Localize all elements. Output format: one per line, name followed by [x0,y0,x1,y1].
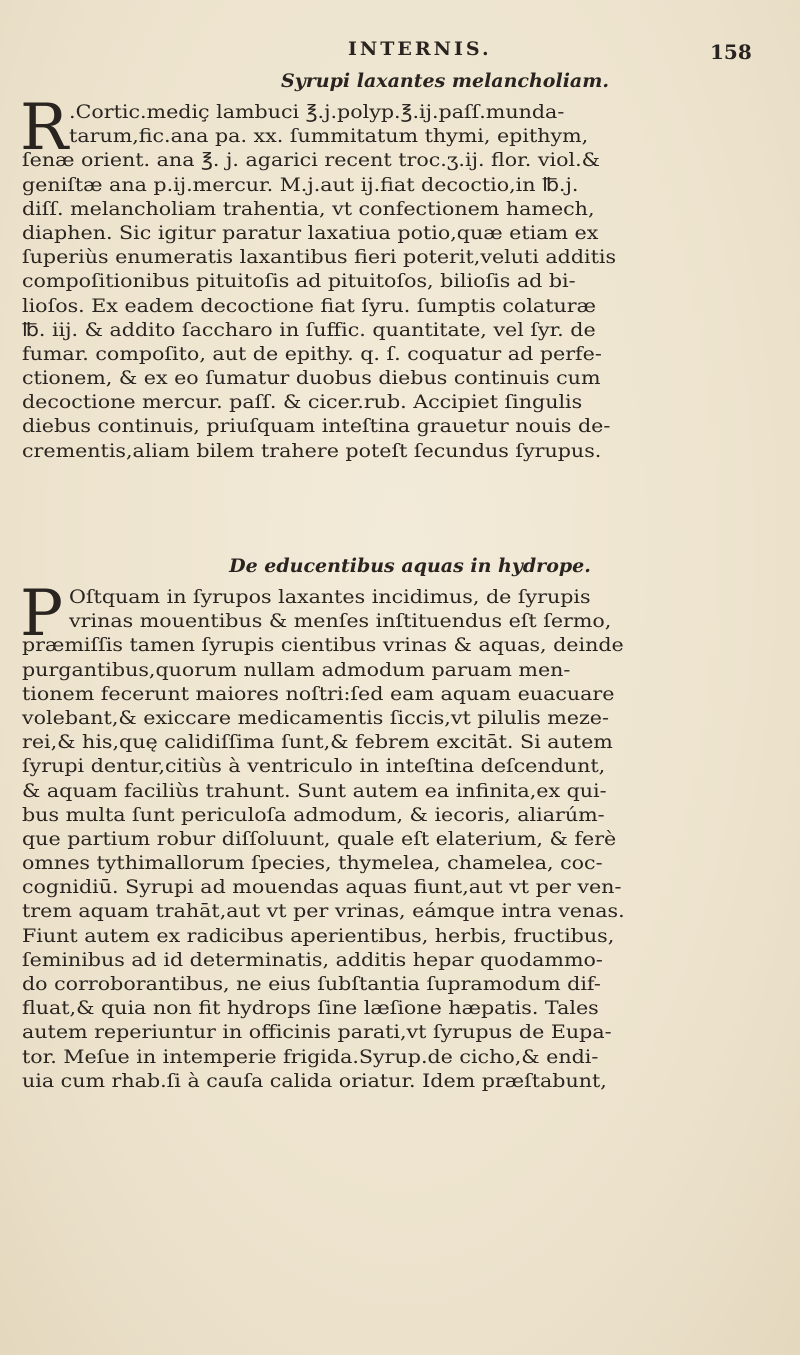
text-line: ſeminibus ad id determinatis, additis hepar quodammo- [22,949,603,971]
running-head [0,38,800,68]
text-line: & aquam faciliùs trahunt. Sunt autem ea infinita,ex qui- [22,780,607,802]
text-line: purgantibus,quorum nullam admodum paruam men- [22,659,571,681]
text-line: tionem fecerunt maiores noſtri:ſed eam aquam euacuare [22,683,615,705]
text-line: do corroborantibus, ne eius ſubſtantia ſupramodum dif- [22,974,601,995]
text-line: geniſtæ ana p.ij.mercur. M.j.aut ij.fiat decoctio,in ℔.j. [22,174,579,196]
section-heading-hydrope: De educentibus aquas in hydrope. [229,555,591,577]
text-line: tarum,fic.ana pa. xx. ſummitatum thymi, epithym, [69,126,589,148]
text-line: ℔. iij. & addito ſaccharo in ſuffic. quantitate, vel ſyr. de [22,319,596,341]
text-line: rei,& his,quę calidiſſima ſunt,& febrem excitāt. Si autem [22,732,613,754]
text-line: diaphen. Sic igitur paratur laxatiua potio,quæ etiam ex [22,222,599,244]
paragraph-hydrope [20,577,782,1094]
drop-cap-p: P [20,577,64,651]
text-line: tor. Meſue in intemperie frigida.Syrup.de cicho,& endi- [22,1046,599,1068]
text-line: crementis,aliam bilem trahere poteſt ſecundus ſyrupus. [22,440,602,462]
text-line: diſſ. melancholiam trahentia, vt confectionem hamech, [22,198,595,220]
text-line: .Cortic.mediç lambuci ℥.j.polyp.℥.ij.paſſ.munda- [69,102,565,123]
text-line: compoſitionibus pituitoſis ad pituitoſos, bilioſis ad bi- [22,271,576,293]
page-number: 158 [710,40,752,64]
text-line: decoctione mercur. paſſ. & cicer.rub. Accipiet ſingulis [22,392,583,414]
text-line: præmiſſis tamen ſyrupis cientibus vrinas & aquas, deinde [22,635,624,657]
text-line: lioſos. Ex eadem decoctione fiat ſyru. ſumptis colaturæ [22,295,596,317]
text-line: uia cum rhab.ſi à cauſa calida oriatur. Idem præſtabunt, [22,1070,607,1092]
text-line: vrinas mouentibus & menſes inſtituendus eſt ſermo, [69,611,612,633]
text-line: ſenæ orient. ana ℥. j. agarici recent troc.ʒ.ij. flor. viol.& [22,150,600,172]
text-line: fumar. compoſito, aut de epithy. q. ſ. coquatur ad perfe- [22,343,602,365]
running-head-title: INTERNIS. [348,38,492,60]
drop-cap-r: R [20,91,69,165]
text-line: volebant,& exiccare medicamentis ſiccis,vt pilulis meze- [22,707,609,729]
text-line: autem reperiuntur in officinis parati,vt ſyrupus de Eupa- [22,1022,612,1044]
text-line: trem aquam trahāt,aut vt per vrinas, eámque intra venas. [22,901,625,923]
text-line: omnes tythimallorum ſpecies, thymelea, chamelea, coc- [22,853,603,875]
text-line: que partium robur diſſoluunt, quale eſt elaterium, & ferè [22,828,617,850]
text-line: Oſtquam in ſyrupos laxantes incidimus, de ſyrupis [69,587,591,608]
paragraph-syrupi [22,101,782,464]
text-line: cognidiū. Syrupi ad mouendas aquas fiunt,aut vt per ven- [22,877,622,899]
text-line: ctionem, & ex eo ſumatur duobus diebus continuis cum [22,368,601,390]
section-heading-syrupi: Syrupi laxantes melancholiam. [281,70,609,92]
text-line: fluat,& quia non fit hydrops ſine læſione hæpatis. Tales [22,998,599,1020]
text-line: diebus continuis, priuſquam inteſtina grauetur nouis de- [22,416,611,438]
text-line: bus multa ſunt periculoſa admodum, & iecoris, aliarúm- [22,804,605,826]
text-line: ſuperiùs enumeratis laxantibus fieri poterit,veluti additis [22,247,617,269]
text-line: ſyrupi dentur,citiùs à ventriculo in inteſtina deſcendunt, [22,756,606,778]
text-line: Fiunt autem ex radicibus aperientibus, herbis, fructibus, [22,925,615,947]
